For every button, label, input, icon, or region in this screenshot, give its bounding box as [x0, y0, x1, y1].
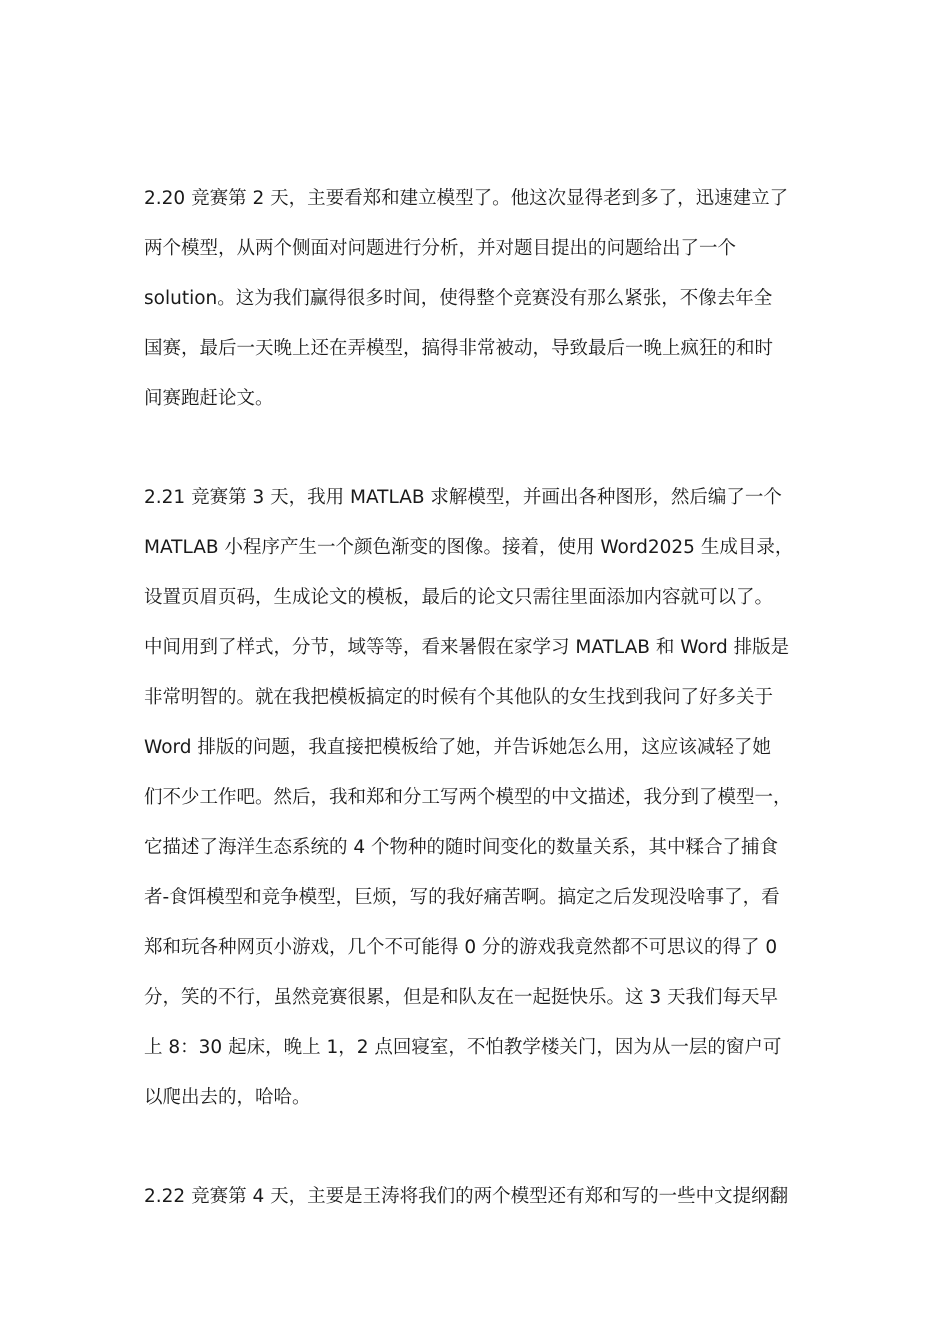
text-line: 郑和玩各种网页小游戏，几个不可能得 0 分的游戏我竟然都不可思议的得了 0 — [144, 937, 778, 958]
text-line: 间赛跑赶论文。 — [144, 388, 274, 409]
text-line: 上 8：30 起床，晚上 1，2 点回寝室，不怕教学楼关门，因为从一层的窗户可 — [144, 1037, 782, 1058]
text-line: MATLAB 小程序产生一个颜色渐变的图像。接着，使用 Word2025 生成目录， — [144, 537, 794, 558]
text-line: 分，笑的不行，虽然竞赛很累，但是和队友在一起挺快乐。这 3 天我们每天早 — [144, 987, 779, 1008]
text-line: 以爬出去的，哈哈。 — [144, 1087, 311, 1108]
text-line: 者-食饵模型和竞争模型，巨烦，写的我好痛苦啊。搞定之后发现没啥事了，看 — [144, 887, 780, 908]
text-line: 两个模型，从两个侧面对问题进行分析，并对题目提出的问题给出了一个 — [144, 238, 737, 259]
text-line: Word 排版的问题，我直接把模板给了她，并告诉她怎么用，这应该减轻了她 — [144, 737, 771, 758]
text-line: 2.20 竞赛第 2 天，主要看郑和建立模型了。他这次显得老到多了，迅速建立了 — [144, 188, 789, 209]
text-line: 国赛，最后一天晚上还在弄模型，搞得非常被动，导致最后一晚上疯狂的和时 — [144, 338, 774, 359]
text-line: 非常明智的。就在我把模板搞定的时候有个其他队的女生找到我问了好多关于 — [144, 687, 774, 708]
text-line: 它描述了海洋生态系统的 4 个物种的随时间变化的数量关系，其中糅合了捕食 — [144, 837, 779, 858]
text-line: 2.21 竞赛第 3 天，我用 MATLAB 求解模型，并画出各种图形，然后编了一个 — [144, 487, 782, 508]
text-line: 2.22 竞赛第 4 天，主要是王涛将我们的两个模型还有郑和写的一些中文提纲翻 — [144, 1186, 789, 1207]
text-line: 中间用到了样式，分节，域等等，看来暑假在家学习 MATLAB 和 Word 排版是 — [144, 637, 790, 658]
text-line: solution。这为我们赢得很多时间，使得整个竞赛没有那么紧张，不像去年全 — [144, 288, 773, 309]
text-line: 设置页眉页码，生成论文的模板，最后的论文只需往里面添加内容就可以了。 — [144, 587, 774, 608]
text-line: 们不少工作吧。然后，我和郑和分工写两个模型的中文描述，我分到了模型一， — [144, 787, 792, 808]
